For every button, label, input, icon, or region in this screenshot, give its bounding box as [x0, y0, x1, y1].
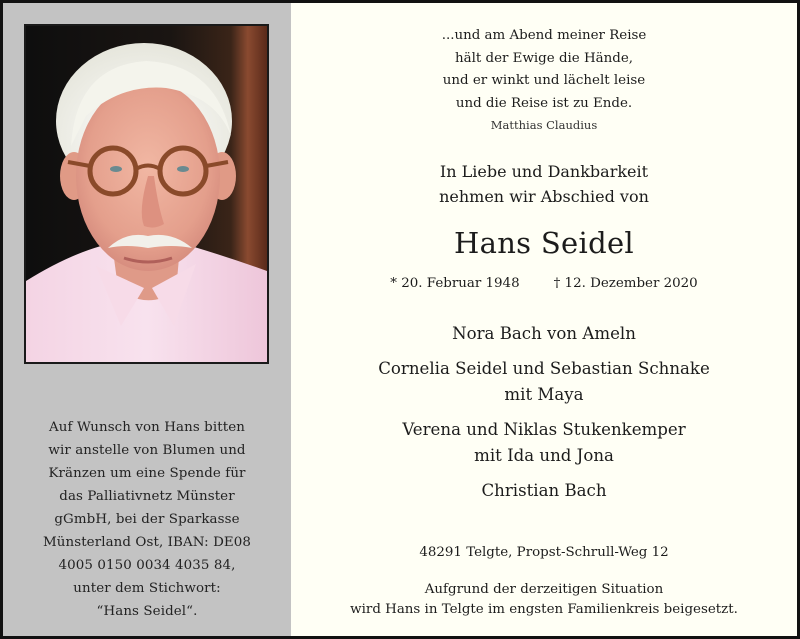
mourner-group: [291, 478, 797, 504]
poem-line: ...und am Abend meiner Reise: [441, 28, 647, 43]
donation-line: Auf Wunsch von Hans bitten: [49, 420, 245, 435]
mourner-line: Cornelia Seidel und Sebastian Schnake: [378, 359, 710, 378]
mourner-line: Nora Bach von Ameln: [452, 324, 636, 343]
mourner-line: mit Ida und Jona: [474, 446, 614, 465]
donation-line: das Palliativnetz Münster: [59, 489, 235, 504]
poem-line: und er winkt und lächelt leise: [442, 73, 646, 88]
mourner-group: [291, 321, 797, 347]
donation-line: 4005 0150 0034 4035 84,: [58, 558, 236, 573]
notice-line: Aufgrund der derzeitigen Situation: [424, 582, 664, 597]
portrait-image: [26, 26, 267, 362]
donation-line: gGmbH, bei der Sparkasse: [54, 512, 240, 527]
burial-notice: [291, 580, 797, 619]
mourner-group: [291, 417, 797, 469]
deceased-name: Hans Seidel: [454, 226, 634, 260]
notice-line: wird Hans in Telgte im engsten Familienkreis beigesetzt.: [350, 601, 738, 617]
poem-author: Matthias Claudius: [490, 118, 598, 132]
family-address: 48291 Telgte, Propst-Schrull-Weg 12: [419, 545, 669, 560]
mourner-group: [291, 356, 797, 408]
donation-request: [3, 416, 291, 623]
mourner-line: Christian Bach: [481, 481, 607, 500]
poem: [291, 25, 797, 135]
mourner-line: mit Maya: [504, 385, 584, 404]
intro-line: In Liebe und Dankbarkeit: [439, 162, 649, 181]
donation-line: unter dem Stichwort:: [73, 581, 221, 596]
mourner-line: Verena und Niklas Stukenkemper: [402, 420, 686, 439]
intro-line: nehmen wir Abschied von: [439, 187, 649, 206]
poem-line: hält der Ewige die Hände,: [454, 50, 634, 66]
birth-date: * 20. Februar 1948: [390, 276, 520, 291]
poem-line: und die Reise ist zu Ende.: [455, 95, 633, 111]
right-panel: [291, 3, 797, 636]
mourners-list: [291, 321, 797, 513]
donation-line: Münsterland Ost, IBAN: DE08: [42, 535, 252, 550]
donation-line: wir anstelle von Blumen und: [48, 443, 246, 458]
intro-text: [291, 159, 797, 209]
life-dates: [291, 274, 797, 294]
portrait-photo: [24, 24, 269, 364]
donation-line: Kränzen um eine Spende für: [48, 466, 246, 481]
death-date: † 12. Dezember 2020: [553, 276, 698, 291]
left-panel: [3, 3, 291, 636]
donation-line: “Hans Seidel“.: [96, 604, 198, 619]
